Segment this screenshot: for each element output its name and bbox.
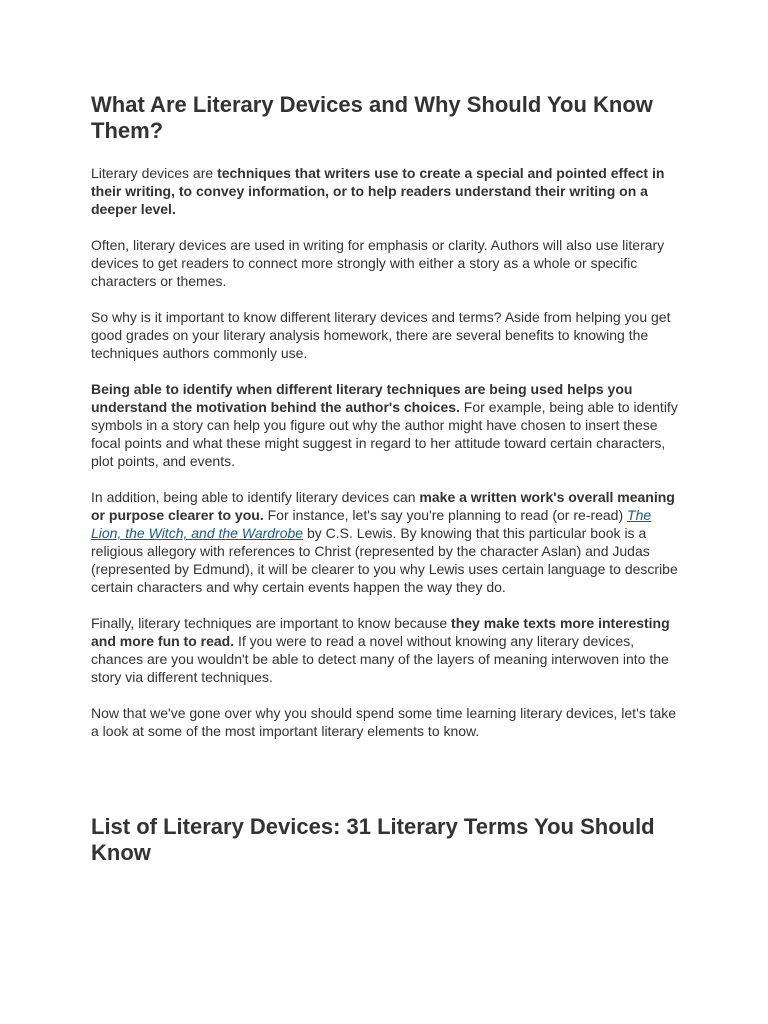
book-title-link[interactable]: The Lion, the Witch, and the Wardrobe <box>91 507 652 541</box>
paragraph-transition <box>91 704 681 740</box>
heading-what-are-literary-devices: What Are Literary Devices and Why Should You Know Them? <box>91 92 653 143</box>
paragraph-text: So why is it important to know different literary devices and terms? Aside from helping you get good grades on your literary analysis homework, there are several benefits to knowing the techniques authors commonly use. <box>91 309 671 361</box>
paragraph-text: For example, being able to identify symbols in a story can help you figure out why the author might have chosen to insert these focal points and what these might suggest in regard to her attitude toward certain characters, plot points, and events. <box>91 399 678 469</box>
paragraph-bold-text: techniques that writers use to create a special and pointed effect in their writing, to convey information, or to help readers understand their writing on a deeper level. <box>91 165 665 217</box>
heading-list-of-literary-devices: List of Literary Devices: 31 Literary Terms You Should Know <box>91 814 655 865</box>
paragraph-text: by C.S. Lewis. By knowing that this particular book is a religious allegory with references to Christ (represented by the character Aslan) and Judas (represented by Edmund), it will be clearer to you why Lewis uses certain language to describe certain characters and why certain events happen the way they do. <box>91 525 678 595</box>
paragraph-overall-meaning <box>91 488 681 596</box>
paragraph-text: If you were to read a novel without knowing any literary devices, chances are you wouldn't be able to detect many of the layers of meaning interwoven into the story via different techniques. <box>91 633 669 685</box>
paragraph-bold-text: Being able to identify when different literary techniques are being used helps you understand the motivation behind the author's choices. <box>91 381 633 415</box>
paragraph-more-fun <box>91 614 681 686</box>
paragraph-bold-text: make a written work's overall meaning or purpose clearer to you. <box>91 489 675 523</box>
paragraph-text: For instance, let's say you're planning to read (or re-read) <box>263 507 628 523</box>
paragraph-why-important <box>91 308 681 362</box>
paragraph-emphasis-clarity <box>91 236 681 290</box>
paragraph-text: In addition, being able to identify literary devices can <box>91 489 420 505</box>
paragraph-author-motivation <box>91 380 681 470</box>
article-body <box>91 164 681 758</box>
paragraph-text: Finally, literary techniques are important to know because <box>91 615 452 631</box>
paragraph-text: Often, literary devices are used in writing for emphasis or clarity. Authors will also use literary devices to get readers to connect more strongly with either a story as a whole or specific characters or themes. <box>91 237 665 289</box>
paragraph-definition <box>91 164 681 218</box>
paragraph-text: Literary devices are <box>91 165 218 181</box>
paragraph-text: Now that we've gone over why you should spend some time learning literary devices, let's take a look at some of the most important literary elements to know. <box>91 705 677 739</box>
paragraph-bold-text: they make texts more interesting and more fun to read. <box>91 615 670 649</box>
